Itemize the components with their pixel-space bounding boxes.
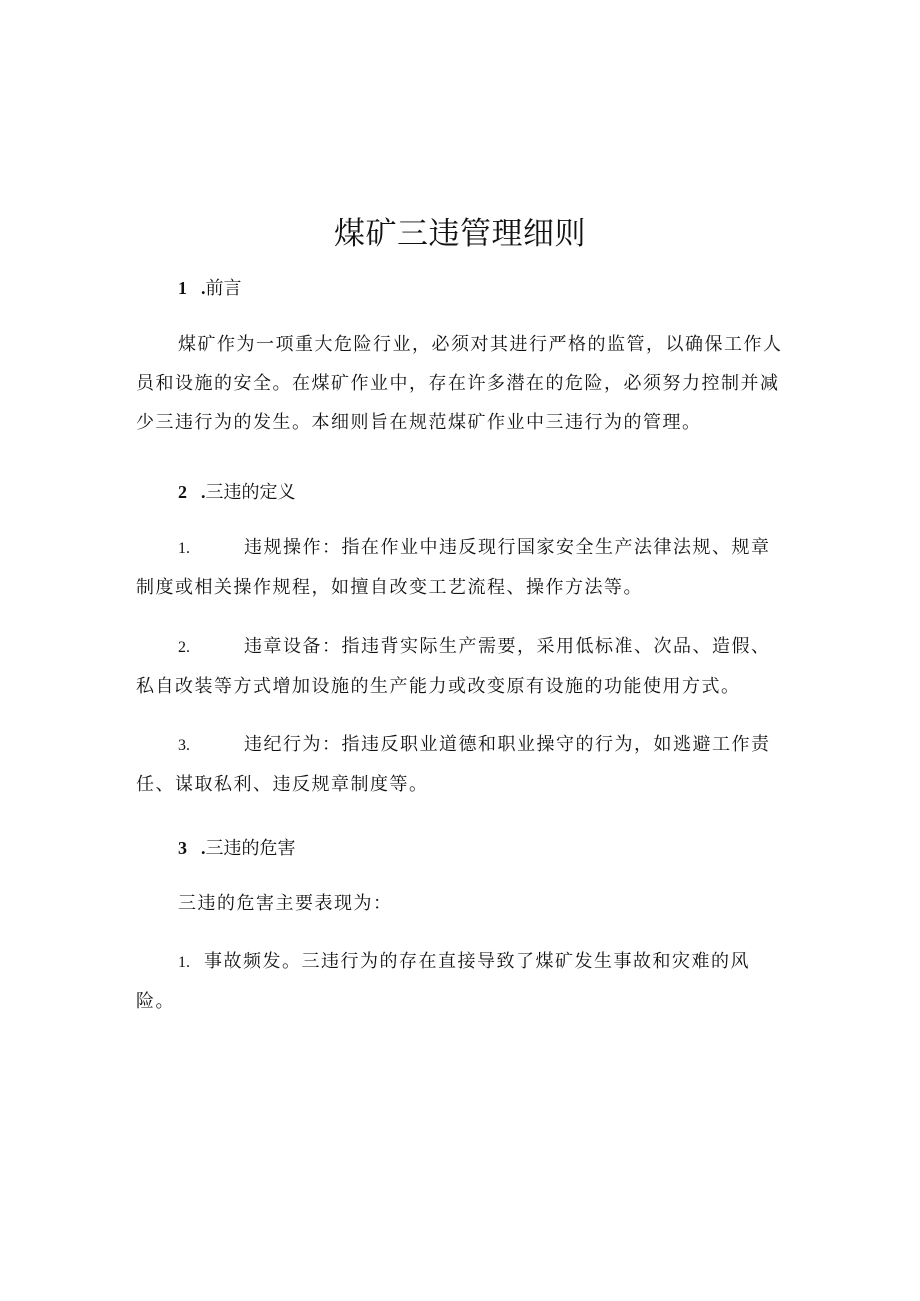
document-title: 煤矿三违管理细则 [334, 216, 586, 252]
list-item-number: 2. [178, 639, 190, 656]
list-item-text: 违纪行为：指违反职业道德和职业操守的行为，如逃避工作责 [244, 734, 771, 755]
section-dot: . [201, 482, 206, 502]
section-3-intro [136, 884, 796, 923]
section-title: 三违的定义 [205, 482, 296, 503]
section-3-heading [178, 834, 296, 860]
list-item-continuation: 私自改装等方式增加设施的生产能力或改变原有设施的功能使用方式。 [136, 676, 741, 697]
section-2-heading [178, 478, 296, 504]
section-dot: . [201, 838, 206, 858]
list-item [136, 942, 796, 1021]
section-number: 2 [178, 482, 187, 502]
list-item [136, 528, 796, 607]
section-1-paragraph [136, 325, 796, 442]
section-dot: . [201, 278, 206, 298]
list-item-first-line [136, 942, 796, 982]
list-item-continuation: 制度或相关操作规程，如擅自改变工艺流程、操作方法等。 [136, 577, 643, 598]
list-item-text: 违规操作：指在作业中违反现行国家安全生产法律法规、规章 [244, 537, 771, 558]
section-title: 前言 [205, 278, 242, 299]
paragraph-line: 员和设施的安全。在煤矿作业中，存在许多潜在的危险，必须努力控制并减 [136, 373, 780, 394]
section-number: 1 [178, 278, 187, 298]
list-item-continuation: 任、谋取私利、违反规章制度等。 [136, 774, 429, 795]
paragraph-line: 煤矿作为一项重大危险行业，必须对其进行严格的监管，以确保工作人 [178, 334, 783, 355]
list-item-text: 事故频发。三违行为的存在直接导致了煤矿发生事故和灾难的风 [204, 951, 750, 972]
section-number: 3 [178, 838, 187, 858]
list-item-text: 违章设备：指违背实际生产需要，采用低标准、次品、造假、 [244, 636, 771, 657]
list-item [136, 725, 796, 804]
paragraph-line: 少三违行为的发生。本细则旨在规范煤矿作业中三违行为的管理。 [136, 412, 702, 433]
list-item-first-line [136, 627, 796, 667]
list-item-continuation: 险。 [136, 991, 175, 1012]
list-item-first-line [136, 528, 796, 568]
intro-text: 三违的危害主要表现为： [178, 893, 393, 914]
list-item [136, 627, 796, 706]
section-title: 三违的危害 [205, 838, 296, 859]
list-item-number: 3. [178, 737, 190, 754]
list-item-first-line [136, 725, 796, 765]
section-1-heading [178, 274, 242, 300]
list-item-number: 1. [178, 954, 190, 971]
list-item-number: 1. [178, 540, 190, 557]
